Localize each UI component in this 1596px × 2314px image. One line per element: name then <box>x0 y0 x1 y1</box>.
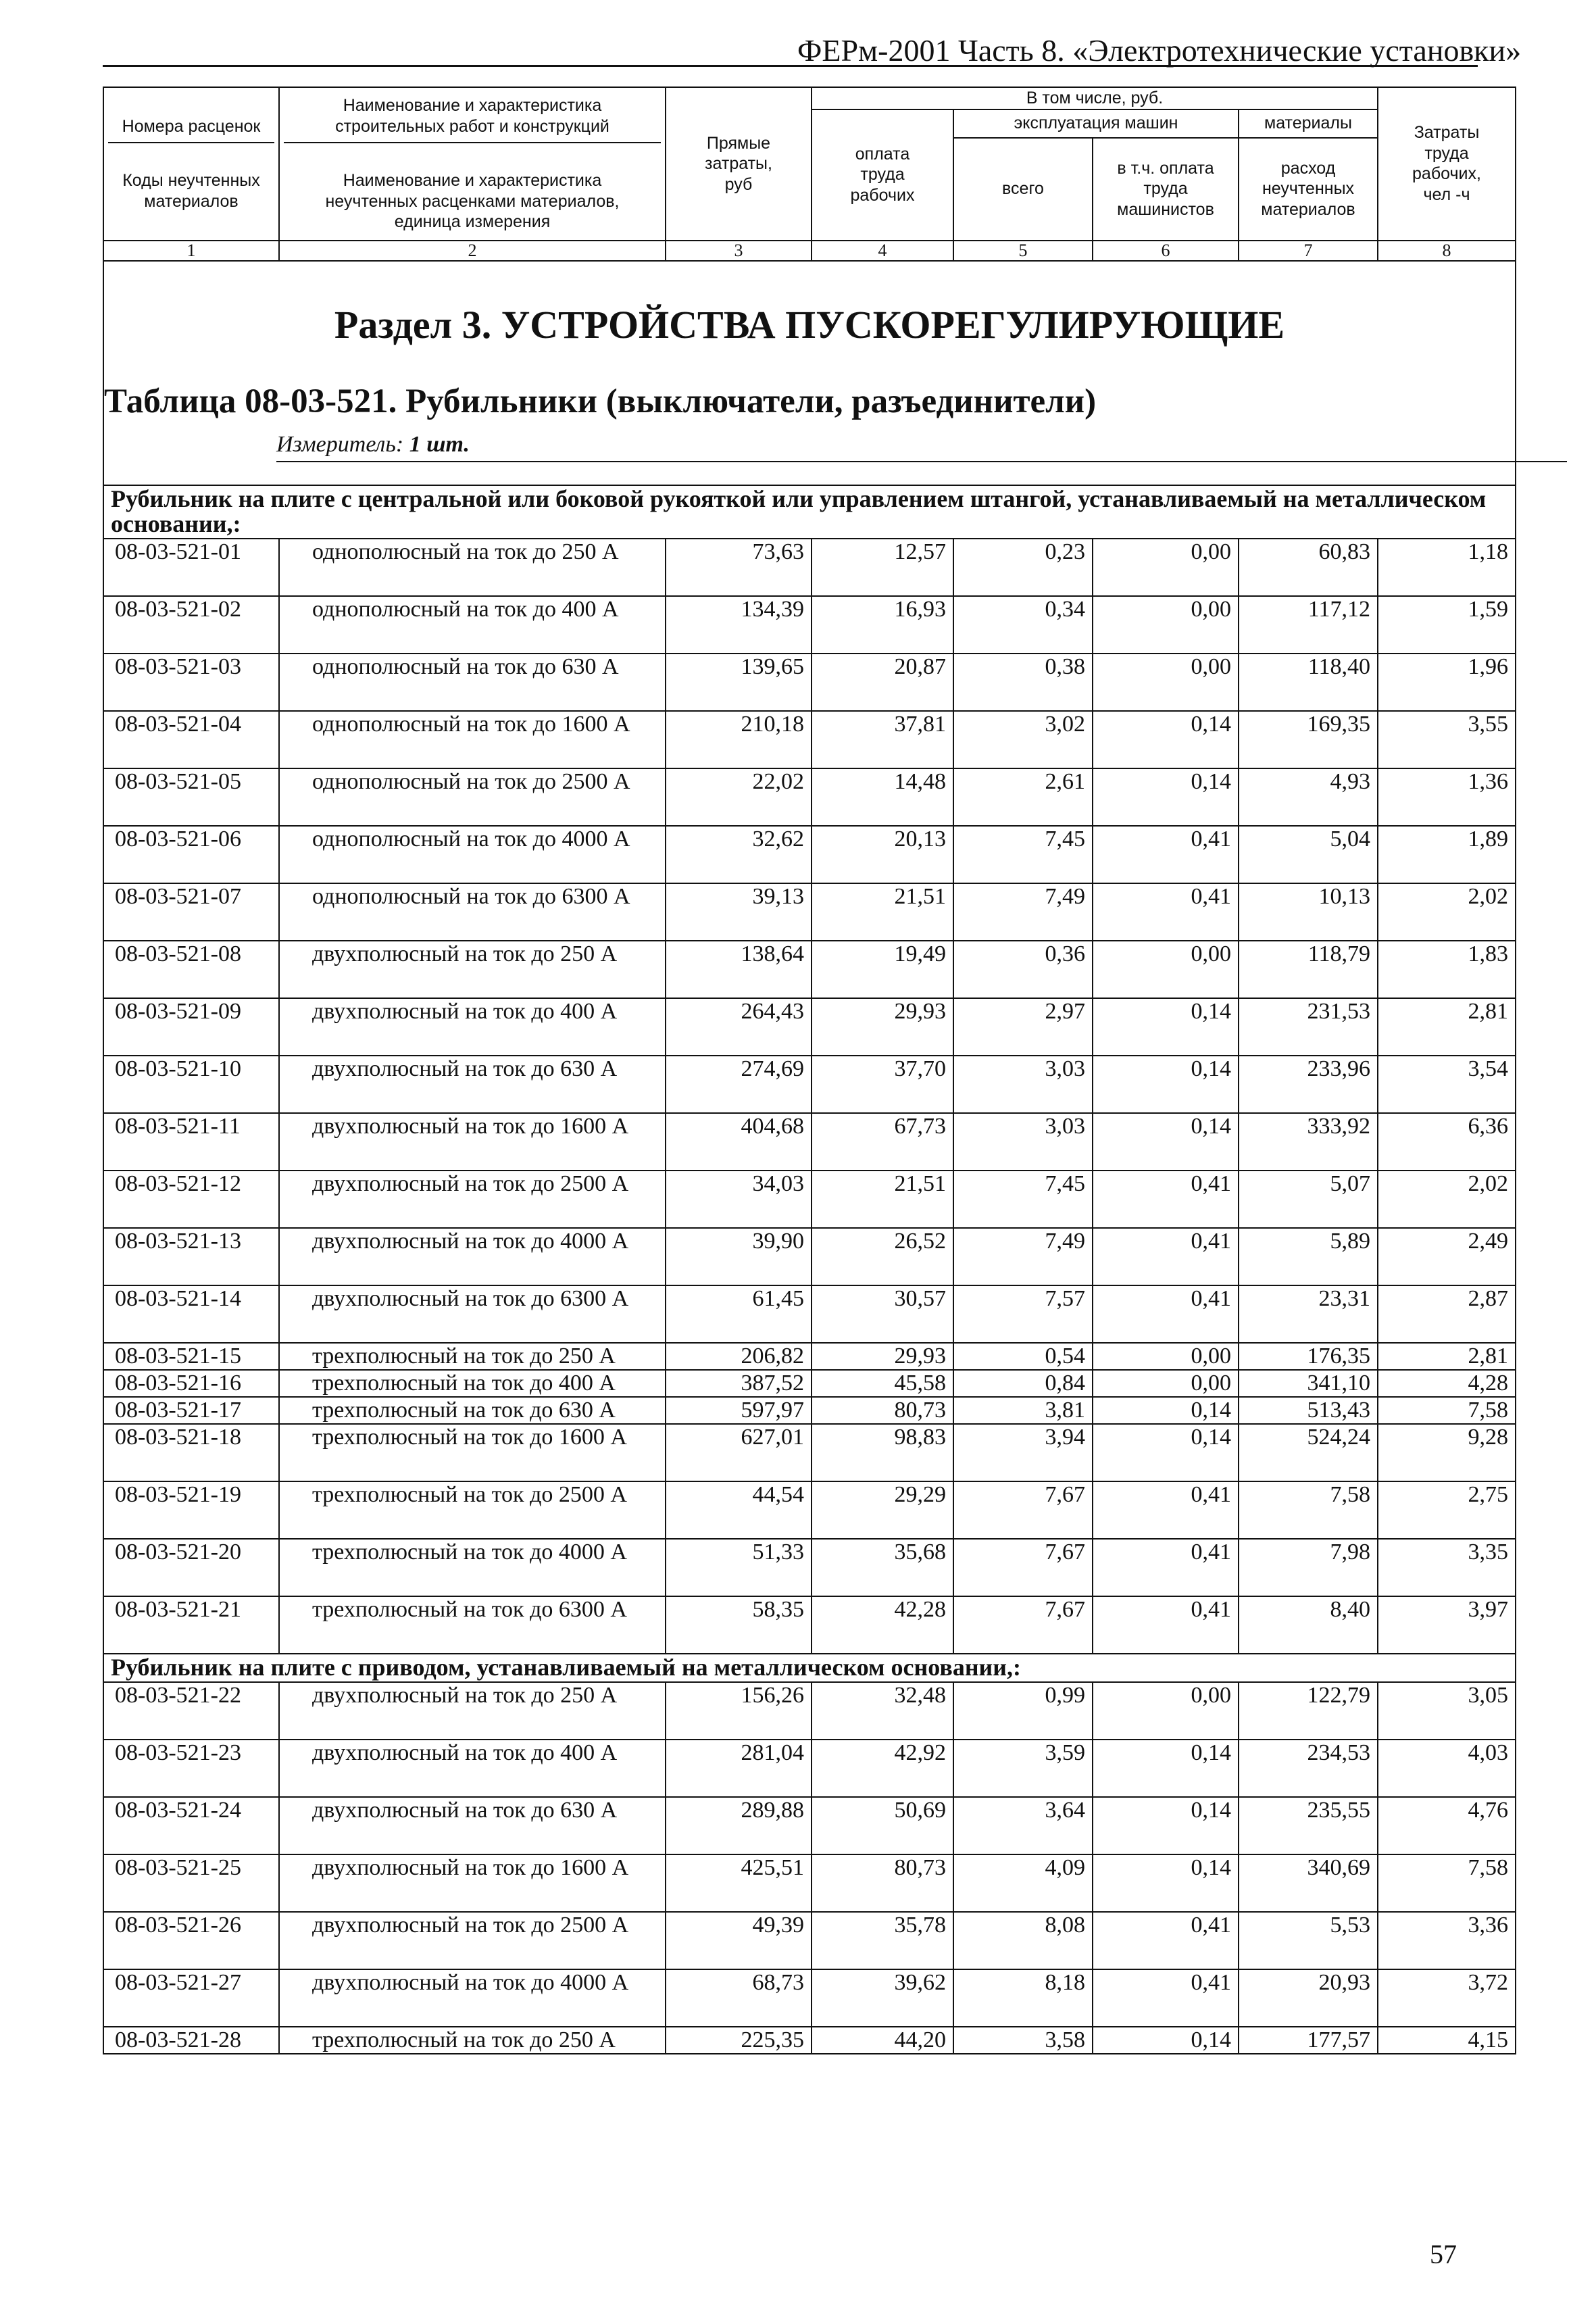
materials-cost: 234,53 <box>1239 1740 1378 1797</box>
machines-cost: 3,03 <box>953 1113 1093 1171</box>
labor-cost: 98,83 <box>812 1424 953 1481</box>
machinists-cost: 0,00 <box>1093 1370 1239 1397</box>
labor-cost: 37,70 <box>812 1056 953 1113</box>
machines-cost: 8,18 <box>953 1969 1093 2027</box>
labor-hours: 1,83 <box>1378 941 1516 998</box>
materials-cost: 20,93 <box>1239 1969 1378 2027</box>
rate-code: 08-03-521-27 <box>103 1969 279 2027</box>
header-col6: в т.ч. оплата труда машинистов <box>1093 138 1239 241</box>
work-name: двухполюсный на ток до 4000 А <box>279 1228 666 1285</box>
work-name: трехполюсный на ток до 6300 А <box>279 1596 666 1654</box>
table-title: Таблица 08-03-521. Рубильники (выключатели, разъединители) <box>104 382 1097 420</box>
labor-hours: 6,36 <box>1378 1113 1516 1171</box>
materials-cost: 235,55 <box>1239 1797 1378 1854</box>
work-name: однополюсный на ток до 630 А <box>279 654 666 711</box>
machines-cost: 0,38 <box>953 654 1093 711</box>
column-number: 1 <box>103 241 279 261</box>
unit-label-text: Измеритель: <box>276 431 404 457</box>
rate-code: 08-03-521-28 <box>103 2027 279 2054</box>
column-number: 7 <box>1239 241 1378 261</box>
machinists-cost: 0,14 <box>1093 1797 1239 1854</box>
machinists-cost: 0,41 <box>1093 1481 1239 1539</box>
table-row <box>103 941 1516 998</box>
machines-cost: 0,23 <box>953 539 1093 596</box>
header-col2-top: Наименование и характеристика строительных работ и конструкций <box>284 95 661 143</box>
direct-cost: 139,65 <box>666 654 812 711</box>
direct-cost: 51,33 <box>666 1539 812 1596</box>
table-row <box>103 1343 1516 1370</box>
labor-cost: 30,57 <box>812 1285 953 1343</box>
labor-cost: 20,13 <box>812 826 953 883</box>
rate-code: 08-03-521-08 <box>103 941 279 998</box>
machinists-cost: 0,14 <box>1093 1424 1239 1481</box>
work-name: трехполюсный на ток до 630 А <box>279 1397 666 1424</box>
labor-cost: 29,93 <box>812 1343 953 1370</box>
work-name: трехполюсный на ток до 4000 А <box>279 1539 666 1596</box>
work-name: трехполюсный на ток до 400 А <box>279 1370 666 1397</box>
labor-hours: 2,75 <box>1378 1481 1516 1539</box>
machinists-cost: 0,00 <box>1093 941 1239 998</box>
table-row <box>103 1397 1516 1424</box>
document-header: ФЕРм-2001 Часть 8. «Электротехнические установки» <box>797 33 1522 68</box>
direct-cost: 44,54 <box>666 1481 812 1539</box>
materials-cost: 233,96 <box>1239 1056 1378 1113</box>
machinists-cost: 0,41 <box>1093 1969 1239 2027</box>
header-col2-bottom: Наименование и характеристика неучтенных расценками материалов, единица измерения <box>325 171 620 231</box>
materials-cost: 60,83 <box>1239 539 1378 596</box>
labor-hours: 3,35 <box>1378 1539 1516 1596</box>
labor-hours: 4,28 <box>1378 1370 1516 1397</box>
machinists-cost: 0,41 <box>1093 1228 1239 1285</box>
machinists-cost: 0,14 <box>1093 2027 1239 2054</box>
header-group-title: В том числе, руб. <box>812 87 1378 109</box>
labor-cost: 26,52 <box>812 1228 953 1285</box>
table-row <box>103 1113 1516 1171</box>
labor-hours: 2,81 <box>1378 998 1516 1056</box>
materials-cost: 5,04 <box>1239 826 1378 883</box>
rate-code: 08-03-521-05 <box>103 768 279 826</box>
direct-cost: 597,97 <box>666 1397 812 1424</box>
table-row <box>103 1370 1516 1397</box>
direct-cost: 39,90 <box>666 1228 812 1285</box>
machines-cost: 2,97 <box>953 998 1093 1056</box>
machines-cost: 0,84 <box>953 1370 1093 1397</box>
labor-cost: 20,87 <box>812 654 953 711</box>
direct-cost: 627,01 <box>666 1424 812 1481</box>
machinists-cost: 0,41 <box>1093 1596 1239 1654</box>
rate-code: 08-03-521-11 <box>103 1113 279 1171</box>
machines-cost: 7,45 <box>953 1171 1093 1228</box>
labor-cost: 29,93 <box>812 998 953 1056</box>
header-col8: Затраты труда рабочих, чел -ч <box>1378 87 1516 241</box>
rate-code: 08-03-521-14 <box>103 1285 279 1343</box>
direct-cost: 58,35 <box>666 1596 812 1654</box>
rate-code: 08-03-521-15 <box>103 1343 279 1370</box>
machines-cost: 3,59 <box>953 1740 1093 1797</box>
labor-hours: 3,05 <box>1378 1682 1516 1740</box>
column-number: 4 <box>812 241 953 261</box>
labor-cost: 35,78 <box>812 1912 953 1969</box>
materials-cost: 176,35 <box>1239 1343 1378 1370</box>
materials-cost: 513,43 <box>1239 1397 1378 1424</box>
labor-cost: 42,28 <box>812 1596 953 1654</box>
rate-code: 08-03-521-19 <box>103 1481 279 1539</box>
table-row <box>103 1228 1516 1285</box>
labor-hours: 3,97 <box>1378 1596 1516 1654</box>
materials-cost: 231,53 <box>1239 998 1378 1056</box>
work-name: однополюсный на ток до 1600 А <box>279 711 666 768</box>
table-row <box>103 1424 1516 1481</box>
direct-cost: 73,63 <box>666 539 812 596</box>
table-row <box>103 998 1516 1056</box>
machinists-cost: 0,00 <box>1093 596 1239 654</box>
table-row <box>103 2027 1516 2054</box>
machines-cost: 3,58 <box>953 2027 1093 2054</box>
work-name: двухполюсный на ток до 2500 А <box>279 1912 666 1969</box>
header-col1-bottom: Коды неучтенных материалов <box>122 171 260 211</box>
header-col1-top: Номера расценок <box>108 116 274 144</box>
rate-code: 08-03-521-22 <box>103 1682 279 1740</box>
materials-cost: 333,92 <box>1239 1113 1378 1171</box>
labor-cost: 16,93 <box>812 596 953 654</box>
column-number: 3 <box>666 241 812 261</box>
rate-code: 08-03-521-13 <box>103 1228 279 1285</box>
materials-cost: 8,40 <box>1239 1596 1378 1654</box>
labor-hours: 7,58 <box>1378 1854 1516 1912</box>
machines-cost: 7,67 <box>953 1596 1093 1654</box>
rate-code: 08-03-521-26 <box>103 1912 279 1969</box>
materials-cost: 5,53 <box>1239 1912 1378 1969</box>
header-col4: оплата труда рабочих <box>812 109 953 241</box>
machines-cost: 7,67 <box>953 1481 1093 1539</box>
labor-hours: 2,02 <box>1378 883 1516 941</box>
rate-code: 08-03-521-10 <box>103 1056 279 1113</box>
labor-hours: 4,03 <box>1378 1740 1516 1797</box>
machines-cost: 7,67 <box>953 1539 1093 1596</box>
table-row <box>103 654 1516 711</box>
machines-cost: 3,64 <box>953 1797 1093 1854</box>
work-name: однополюсный на ток до 2500 А <box>279 768 666 826</box>
table-row <box>103 711 1516 768</box>
materials-cost: 169,35 <box>1239 711 1378 768</box>
machines-cost: 3,02 <box>953 711 1093 768</box>
work-name: двухполюсный на ток до 630 А <box>279 1056 666 1113</box>
materials-cost: 5,89 <box>1239 1228 1378 1285</box>
rate-code: 08-03-521-25 <box>103 1854 279 1912</box>
work-name: трехполюсный на ток до 250 А <box>279 1343 666 1370</box>
labor-cost: 45,58 <box>812 1370 953 1397</box>
direct-cost: 32,62 <box>666 826 812 883</box>
group-header-row <box>103 485 1516 539</box>
work-name: двухполюсный на ток до 630 А <box>279 1797 666 1854</box>
work-name: двухполюсный на ток до 4000 А <box>279 1969 666 2027</box>
machines-cost: 7,45 <box>953 826 1093 883</box>
machinists-cost: 0,14 <box>1093 711 1239 768</box>
materials-cost: 524,24 <box>1239 1424 1378 1481</box>
labor-hours: 3,55 <box>1378 711 1516 768</box>
column-number: 8 <box>1378 241 1516 261</box>
table-row <box>103 1285 1516 1343</box>
table-row <box>103 883 1516 941</box>
machinists-cost: 0,14 <box>1093 1113 1239 1171</box>
table-row <box>103 1912 1516 1969</box>
header-col1 <box>103 87 279 241</box>
labor-hours: 2,87 <box>1378 1285 1516 1343</box>
column-number: 6 <box>1093 241 1239 261</box>
machinists-cost: 0,41 <box>1093 826 1239 883</box>
work-name: однополюсный на ток до 6300 А <box>279 883 666 941</box>
header-col7: расход неучтенных материалов <box>1239 138 1378 241</box>
work-name: двухполюсный на ток до 1600 А <box>279 1113 666 1171</box>
rate-code: 08-03-521-21 <box>103 1596 279 1654</box>
machinists-cost: 0,14 <box>1093 768 1239 826</box>
column-number: 5 <box>953 241 1093 261</box>
labor-hours: 3,72 <box>1378 1969 1516 2027</box>
work-name: однополюсный на ток до 4000 А <box>279 826 666 883</box>
table-row <box>103 1539 1516 1596</box>
table-row <box>103 826 1516 883</box>
materials-cost: 117,12 <box>1239 596 1378 654</box>
section-block <box>103 261 1516 485</box>
machines-cost: 3,03 <box>953 1056 1093 1113</box>
machinists-cost: 0,00 <box>1093 539 1239 596</box>
machinists-cost: 0,14 <box>1093 1740 1239 1797</box>
table-row <box>103 1682 1516 1740</box>
direct-cost: 134,39 <box>666 596 812 654</box>
materials-cost: 10,13 <box>1239 883 1378 941</box>
rate-code: 08-03-521-03 <box>103 654 279 711</box>
direct-cost: 206,82 <box>666 1343 812 1370</box>
machinists-cost: 0,14 <box>1093 1854 1239 1912</box>
labor-hours: 3,36 <box>1378 1912 1516 1969</box>
direct-cost: 34,03 <box>666 1171 812 1228</box>
group-title: Рубильник на плите с центральной или боковой рукояткой или управлением штангой, устанавливаемый на металлическом основании,: <box>103 485 1516 539</box>
labor-cost: 37,81 <box>812 711 953 768</box>
labor-hours: 2,81 <box>1378 1343 1516 1370</box>
labor-hours: 1,96 <box>1378 654 1516 711</box>
work-name: двухполюсный на ток до 250 А <box>279 1682 666 1740</box>
machines-cost: 7,49 <box>953 883 1093 941</box>
materials-cost: 7,58 <box>1239 1481 1378 1539</box>
rate-code: 08-03-521-17 <box>103 1397 279 1424</box>
machines-cost: 0,54 <box>953 1343 1093 1370</box>
machinists-cost: 0,41 <box>1093 883 1239 941</box>
table-row <box>103 539 1516 596</box>
rate-code: 08-03-521-02 <box>103 596 279 654</box>
direct-cost: 404,68 <box>666 1113 812 1171</box>
machines-cost: 0,34 <box>953 596 1093 654</box>
labor-cost: 21,51 <box>812 1171 953 1228</box>
work-name: трехполюсный на ток до 1600 А <box>279 1424 666 1481</box>
labor-cost: 19,49 <box>812 941 953 998</box>
rate-code: 08-03-521-04 <box>103 711 279 768</box>
labor-hours: 1,36 <box>1378 768 1516 826</box>
group-title: Рубильник на плите с приводом, устанавливаемый на металлическом основании,: <box>103 1654 1516 1682</box>
table-row <box>103 1171 1516 1228</box>
labor-hours: 4,15 <box>1378 2027 1516 2054</box>
table-row <box>103 1740 1516 1797</box>
header-rule <box>103 65 1478 67</box>
labor-hours: 2,02 <box>1378 1171 1516 1228</box>
labor-cost: 80,73 <box>812 1397 953 1424</box>
direct-cost: 39,13 <box>666 883 812 941</box>
rate-code: 08-03-521-16 <box>103 1370 279 1397</box>
machines-cost: 7,49 <box>953 1228 1093 1285</box>
machinists-cost: 0,00 <box>1093 654 1239 711</box>
header-col5: всего <box>953 138 1093 241</box>
direct-cost: 156,26 <box>666 1682 812 1740</box>
labor-cost: 29,29 <box>812 1481 953 1539</box>
work-name: трехполюсный на ток до 2500 А <box>279 1481 666 1539</box>
direct-cost: 138,64 <box>666 941 812 998</box>
labor-hours: 7,58 <box>1378 1397 1516 1424</box>
header-col3: Прямые затраты, руб <box>666 87 812 241</box>
machines-cost: 3,94 <box>953 1424 1093 1481</box>
direct-cost: 225,35 <box>666 2027 812 2054</box>
direct-cost: 274,69 <box>666 1056 812 1113</box>
header-col2 <box>279 87 666 241</box>
rate-code: 08-03-521-01 <box>103 539 279 596</box>
machines-cost: 0,99 <box>953 1682 1093 1740</box>
rate-code: 08-03-521-24 <box>103 1797 279 1854</box>
unit-rule <box>276 461 1567 462</box>
machinists-cost: 0,00 <box>1093 1343 1239 1370</box>
rate-code: 08-03-521-12 <box>103 1171 279 1228</box>
machines-cost: 7,57 <box>953 1285 1093 1343</box>
machines-cost: 0,36 <box>953 941 1093 998</box>
work-name: трехполюсный на ток до 250 А <box>279 2027 666 2054</box>
work-name: двухполюсный на ток до 1600 А <box>279 1854 666 1912</box>
section-title: Раздел 3. УСТРОЙСТВА ПУСКОРЕГУЛИРУЮЩИЕ <box>334 302 1285 347</box>
labor-cost: 12,57 <box>812 539 953 596</box>
work-name: двухполюсный на ток до 250 А <box>279 941 666 998</box>
page-number: 57 <box>1430 2239 1457 2269</box>
labor-cost: 21,51 <box>812 883 953 941</box>
unit-label <box>276 432 470 458</box>
table-row <box>103 1797 1516 1854</box>
table-row <box>103 1854 1516 1912</box>
machinists-cost: 0,41 <box>1093 1171 1239 1228</box>
rate-code: 08-03-521-18 <box>103 1424 279 1481</box>
direct-cost: 210,18 <box>666 711 812 768</box>
labor-cost: 80,73 <box>812 1854 953 1912</box>
materials-cost: 118,79 <box>1239 941 1378 998</box>
direct-cost: 289,88 <box>666 1797 812 1854</box>
machinists-cost: 0,41 <box>1093 1912 1239 1969</box>
direct-cost: 68,73 <box>666 1969 812 2027</box>
materials-cost: 5,07 <box>1239 1171 1378 1228</box>
labor-hours: 9,28 <box>1378 1424 1516 1481</box>
rate-code: 08-03-521-09 <box>103 998 279 1056</box>
rate-code: 08-03-521-06 <box>103 826 279 883</box>
direct-cost: 281,04 <box>666 1740 812 1797</box>
work-name: двухполюсный на ток до 400 А <box>279 1740 666 1797</box>
direct-cost: 61,45 <box>666 1285 812 1343</box>
machines-cost: 8,08 <box>953 1912 1093 1969</box>
labor-cost: 50,69 <box>812 1797 953 1854</box>
machinists-cost: 0,14 <box>1093 1056 1239 1113</box>
labor-cost: 35,68 <box>812 1539 953 1596</box>
machinists-cost: 0,00 <box>1093 1682 1239 1740</box>
column-number: 2 <box>279 241 666 261</box>
labor-cost: 42,92 <box>812 1740 953 1797</box>
work-name: однополюсный на ток до 400 А <box>279 596 666 654</box>
unit-value: 1 шт. <box>409 431 470 457</box>
table-row <box>103 768 1516 826</box>
labor-hours: 1,18 <box>1378 539 1516 596</box>
table-row <box>103 1481 1516 1539</box>
machines-cost: 4,09 <box>953 1854 1093 1912</box>
table-row <box>103 596 1516 654</box>
materials-cost: 23,31 <box>1239 1285 1378 1343</box>
work-name: двухполюсный на ток до 6300 А <box>279 1285 666 1343</box>
direct-cost: 387,52 <box>666 1370 812 1397</box>
labor-hours: 1,89 <box>1378 826 1516 883</box>
labor-cost: 32,48 <box>812 1682 953 1740</box>
labor-hours: 2,49 <box>1378 1228 1516 1285</box>
header-machines-group: эксплуатация машин <box>953 109 1239 138</box>
rates-table <box>103 87 1516 2054</box>
machines-cost: 3,81 <box>953 1397 1093 1424</box>
table-row <box>103 1056 1516 1113</box>
materials-cost: 340,69 <box>1239 1854 1378 1912</box>
materials-cost: 7,98 <box>1239 1539 1378 1596</box>
rate-code: 08-03-521-20 <box>103 1539 279 1596</box>
rate-code: 08-03-521-07 <box>103 883 279 941</box>
labor-cost: 67,73 <box>812 1113 953 1171</box>
machinists-cost: 0,14 <box>1093 998 1239 1056</box>
header-materials-group: материалы <box>1239 109 1378 138</box>
direct-cost: 22,02 <box>666 768 812 826</box>
labor-hours: 1,59 <box>1378 596 1516 654</box>
rate-code: 08-03-521-23 <box>103 1740 279 1797</box>
materials-cost: 177,57 <box>1239 2027 1378 2054</box>
machines-cost: 2,61 <box>953 768 1093 826</box>
work-name: однополюсный на ток до 250 А <box>279 539 666 596</box>
work-name: двухполюсный на ток до 2500 А <box>279 1171 666 1228</box>
table-row <box>103 1969 1516 2027</box>
materials-cost: 118,40 <box>1239 654 1378 711</box>
labor-cost: 39,62 <box>812 1969 953 2027</box>
materials-cost: 341,10 <box>1239 1370 1378 1397</box>
direct-cost: 49,39 <box>666 1912 812 1969</box>
materials-cost: 4,93 <box>1239 768 1378 826</box>
machinists-cost: 0,41 <box>1093 1539 1239 1596</box>
machinists-cost: 0,41 <box>1093 1285 1239 1343</box>
work-name: двухполюсный на ток до 400 А <box>279 998 666 1056</box>
labor-cost: 14,48 <box>812 768 953 826</box>
group-header-row <box>103 1654 1516 1682</box>
direct-cost: 264,43 <box>666 998 812 1056</box>
table-row <box>103 1596 1516 1654</box>
labor-hours: 4,76 <box>1378 1797 1516 1854</box>
machinists-cost: 0,14 <box>1093 1397 1239 1424</box>
direct-cost: 425,51 <box>666 1854 812 1912</box>
labor-hours: 3,54 <box>1378 1056 1516 1113</box>
materials-cost: 122,79 <box>1239 1682 1378 1740</box>
labor-cost: 44,20 <box>812 2027 953 2054</box>
